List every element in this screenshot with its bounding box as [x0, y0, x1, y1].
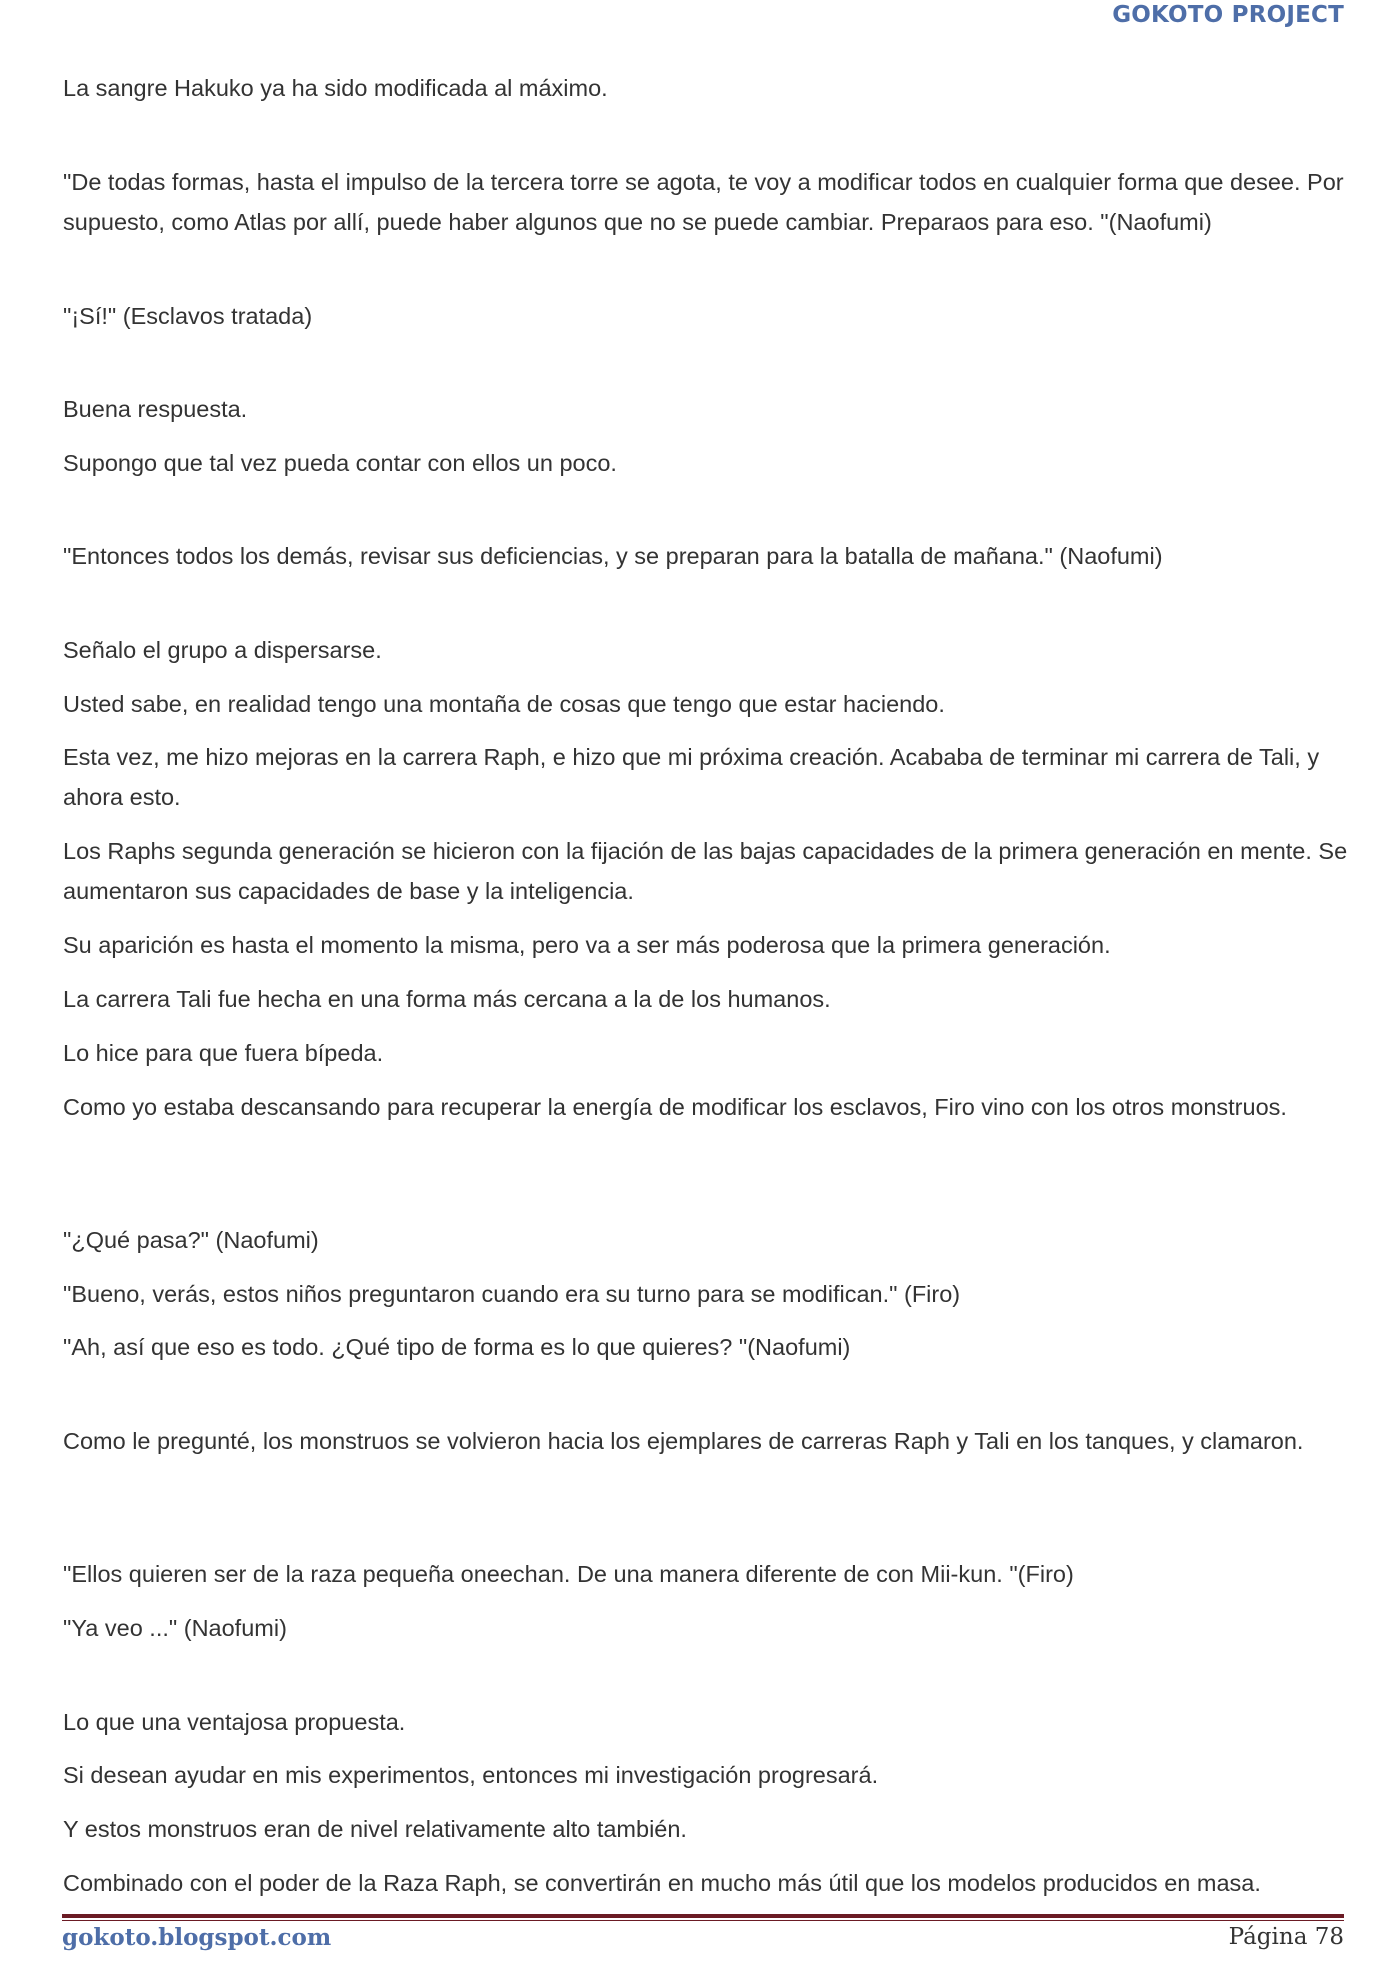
paragraph: "Ellos quieren ser de la raza pequeña oneechan. De una manera diferente de con Mii-kun. "(Firo) — [63, 1561, 1074, 1587]
paragraph: "Ah, así que eso es todo. ¿Qué tipo de forma es lo que quieres? "(Naofumi) — [63, 1334, 851, 1360]
paragraph: Lo que una ventajosa propuesta. — [63, 1709, 406, 1735]
footer-rule-thin — [62, 1920, 1344, 1921]
paragraph: Combinado con el poder de la Raza Raph, se convertirán en mucho más útil que los modelos producidos en masa. — [63, 1870, 1261, 1896]
footer-site-link[interactable]: gokoto.blogspot.com — [62, 1924, 332, 1951]
paragraph: Su aparición es hasta el momento la misma, pero va a ser más poderosa que la primera generación. — [63, 932, 1111, 958]
paragraph: Si desean ayudar en mis experimentos, entonces mi investigación progresará. — [63, 1762, 879, 1788]
paragraph: Como le pregunté, los monstruos se volvieron hacia los ejemplares de carreras Raph y Tali en los tanques, y clamaron. — [63, 1428, 1304, 1454]
paragraph: Como yo estaba descansando para recuperar la energía de modificar los esclavos, Firo vino con los otros monstruos. — [63, 1094, 1287, 1120]
paragraph: Los Raphs segunda generación se hicieron con la fijación de las bajas capacidades de la primera generación en mente. Se aumentaron sus capacidades de base y la inteligencia. — [63, 838, 1348, 904]
paragraph: Usted sabe, en realidad tengo una montaña de cosas que tengo que estar haciendo. — [63, 691, 945, 717]
paragraph: "Entonces todos los demás, revisar sus deficiencias, y se preparan para la batalla de mañana." (Naofumi) — [63, 543, 1163, 569]
paragraph: Esta vez, me hizo mejoras en la carrera Raph, e hizo que mi próxima creación. Acababa de terminar mi carrera de Tali, y ahora esto. — [63, 744, 1320, 810]
paragraph: Buena respuesta. — [63, 396, 248, 422]
paragraph: La sangre Hakuko ya ha sido modificada al máximo. — [63, 75, 608, 101]
header-title: GOKOTO PROJECT — [1112, 2, 1344, 28]
paragraph: La carrera Tali fue hecha en una forma más cercana a la de los humanos. — [63, 986, 831, 1012]
paragraph: Supongo que tal vez pueda contar con ellos un poco. — [63, 450, 617, 476]
paragraph: "¡Sí!" (Esclavos tratada) — [63, 303, 313, 329]
paragraph: "Bueno, verás, estos niños preguntaron cuando era su turno para se modifican." (Firo) — [63, 1281, 961, 1307]
paragraph: "De todas formas, hasta el impulso de la tercera torre se agota, te voy a modificar todos en cualquier forma que desee. Por supuesto, como Atlas por allí, puede haber algunos que no se puede cambiar. Preparaos para eso. "(Naofumi) — [63, 169, 1344, 235]
paragraph: "Ya veo ..." (Naofumi) — [63, 1615, 287, 1641]
paragraph: Señalo el grupo a dispersarse. — [63, 637, 382, 663]
footer-rule — [62, 1914, 1344, 1918]
paragraph: Y estos monstruos eran de nivel relativamente alto también. — [63, 1816, 687, 1842]
paragraph: "¿Qué pasa?" (Naofumi) — [63, 1227, 319, 1253]
paragraph: Lo hice para que fuera bípeda. — [63, 1040, 384, 1066]
page-number: Página 78 — [1228, 1924, 1344, 1950]
